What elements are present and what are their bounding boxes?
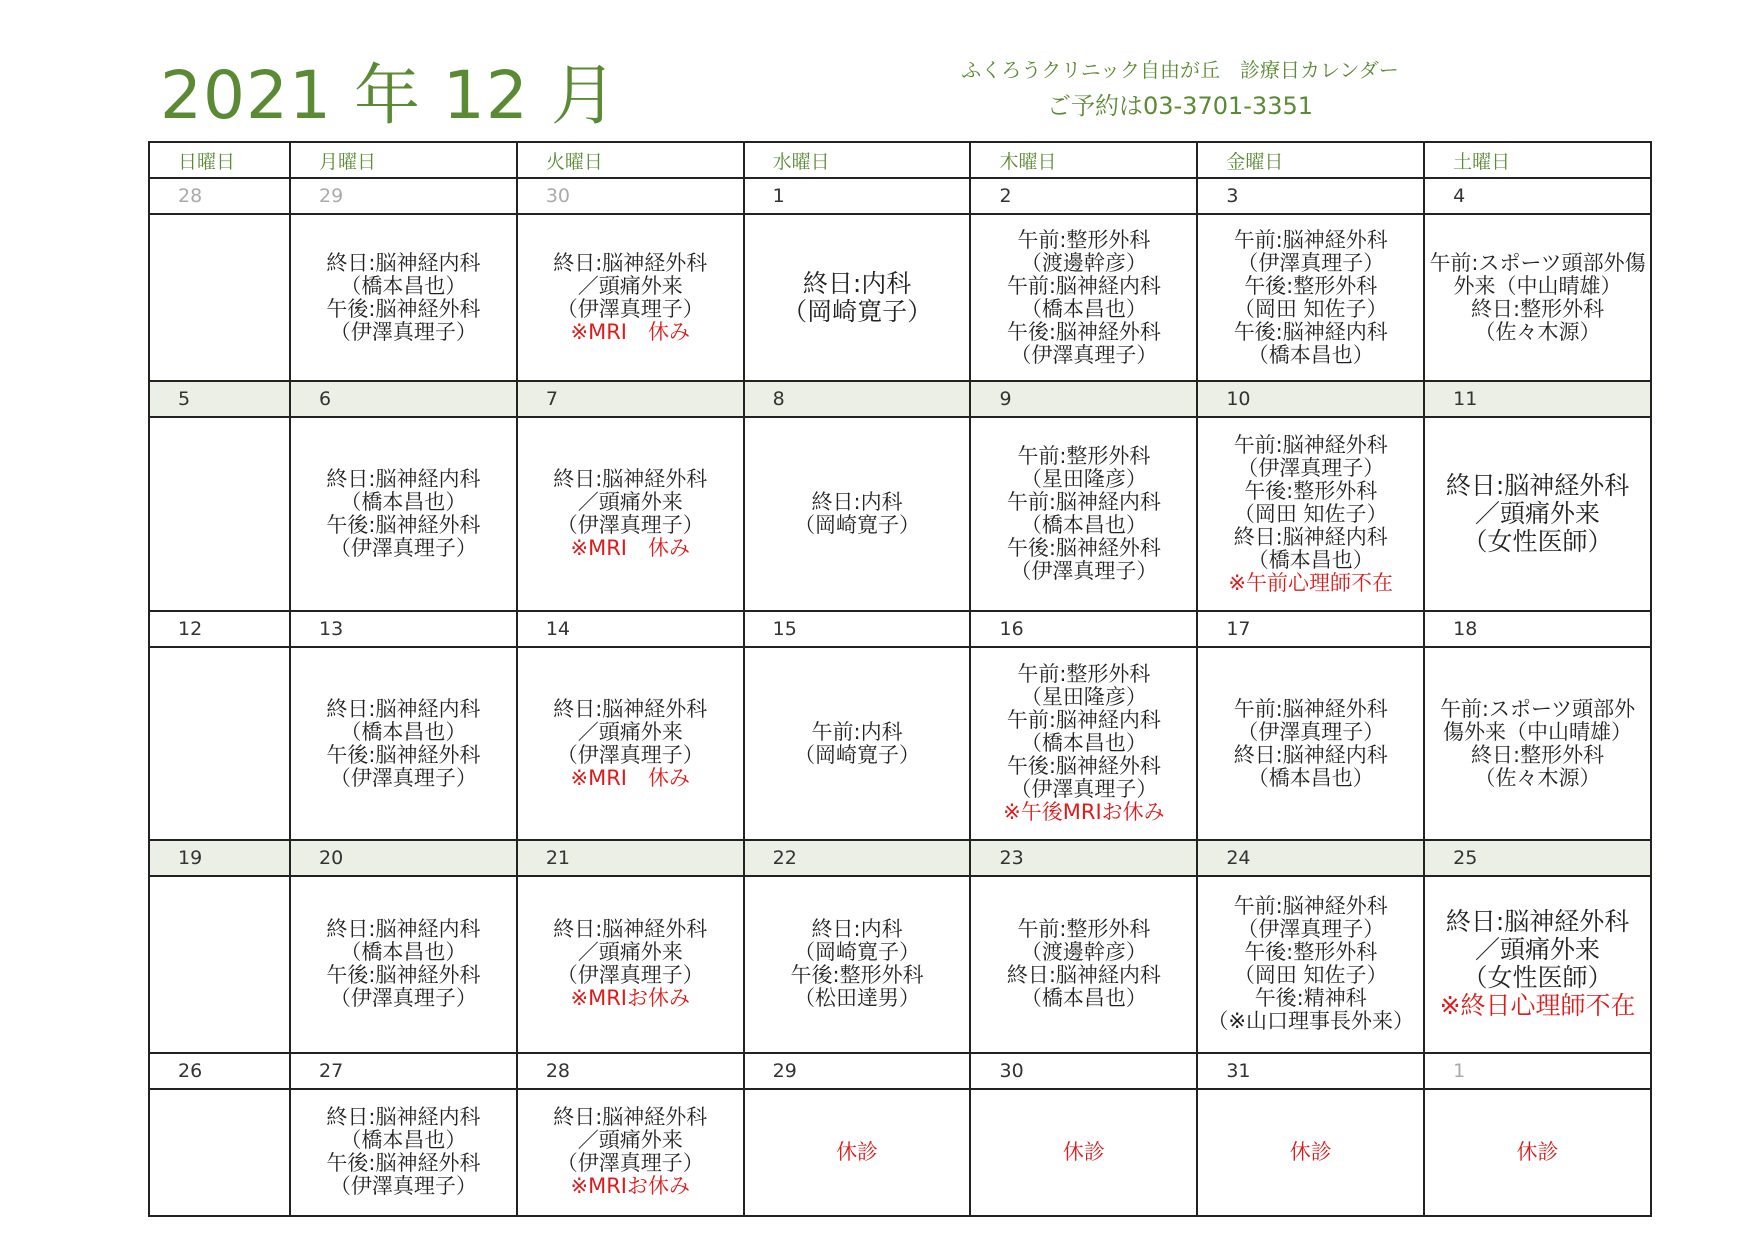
schedule-line: 午後:脳神経外科 bbox=[1006, 536, 1161, 561]
schedule-line: （橋本昌也） bbox=[340, 490, 467, 515]
schedule-line: （伊澤真理子） bbox=[329, 319, 477, 344]
schedule-cell bbox=[290, 1089, 517, 1216]
schedule-line: 午前:脳神経内科 bbox=[1006, 273, 1161, 298]
date-number: 29 bbox=[744, 1053, 971, 1089]
schedule-line: （女性医師） bbox=[1462, 963, 1613, 993]
schedule-line: （橋本昌也） bbox=[1020, 513, 1147, 538]
date-number: 3 bbox=[1197, 178, 1424, 214]
closed-label: 休診 bbox=[836, 1139, 879, 1164]
schedule-line: （伊澤真理子） bbox=[1237, 719, 1385, 744]
schedule-line: 午後:脳神経内科 bbox=[1233, 319, 1388, 344]
schedule-cell bbox=[1197, 214, 1424, 381]
schedule-line: 午後:精神科 bbox=[1254, 986, 1367, 1011]
schedule-line: 午後:脳神経外科 bbox=[1006, 319, 1161, 344]
schedule-line: 午前:整形外科 bbox=[1017, 227, 1151, 252]
schedule-cell bbox=[744, 417, 971, 610]
weekday-mon: 月曜日 bbox=[290, 142, 517, 178]
schedule-cell bbox=[970, 1089, 1197, 1216]
date-row bbox=[149, 840, 1651, 876]
date-number: 11 bbox=[1424, 381, 1651, 417]
date-number: 4 bbox=[1424, 178, 1651, 214]
date-number: 20 bbox=[290, 840, 517, 876]
schedule-cell bbox=[970, 417, 1197, 610]
date-number: 28 bbox=[149, 178, 290, 214]
schedule-line: ／頭痛外来 bbox=[1475, 935, 1601, 965]
schedule-line: ／頭痛外来 bbox=[577, 940, 683, 965]
schedule-line: （伊澤真理子） bbox=[1237, 455, 1385, 480]
schedule-cell bbox=[1424, 647, 1651, 840]
schedule-line: （橋本昌也） bbox=[340, 273, 467, 298]
schedule-cell bbox=[1424, 214, 1651, 381]
date-number: 1 bbox=[1424, 1053, 1651, 1089]
date-number: 22 bbox=[744, 840, 971, 876]
date-number: 26 bbox=[149, 1053, 290, 1089]
closed-label: 休診 bbox=[1062, 1139, 1105, 1164]
schedule-line: 午前:脳神経外科 bbox=[1233, 432, 1388, 457]
schedule-cell bbox=[290, 876, 517, 1052]
schedule-cell bbox=[149, 1089, 290, 1216]
schedule-line: （橋本昌也） bbox=[1020, 731, 1147, 756]
schedule-row bbox=[149, 417, 1651, 610]
schedule-line: （岡崎寛子） bbox=[794, 742, 921, 767]
schedule-line: 終日:整形外科 bbox=[1471, 296, 1605, 321]
schedule-cell bbox=[970, 214, 1197, 381]
weekday-header-row bbox=[149, 142, 1651, 178]
date-number: 15 bbox=[744, 611, 971, 647]
schedule-line: 終日:整形外科 bbox=[1471, 742, 1605, 767]
schedule-row bbox=[149, 1089, 1651, 1216]
notice-text: ※MRIお休み bbox=[570, 986, 690, 1011]
schedule-line: （岡崎寛子） bbox=[794, 940, 921, 965]
notice-text: ※午後MRIお休み bbox=[1003, 800, 1165, 825]
notice-text: ※MRI 休み bbox=[570, 536, 690, 561]
schedule-line: （伊澤真理子） bbox=[329, 765, 477, 790]
schedule-cell bbox=[149, 214, 290, 381]
date-number: 19 bbox=[149, 840, 290, 876]
schedule-row bbox=[149, 647, 1651, 840]
schedule-line: 午前:整形外科 bbox=[1017, 917, 1151, 942]
notice-text: ※MRIお休み bbox=[570, 1174, 690, 1199]
schedule-cell bbox=[744, 647, 971, 840]
weekday-tue: 火曜日 bbox=[517, 142, 744, 178]
date-number: 30 bbox=[970, 1053, 1197, 1089]
schedule-cell bbox=[1197, 417, 1424, 610]
date-number: 24 bbox=[1197, 840, 1424, 876]
schedule-line: （伊澤真理子） bbox=[556, 742, 704, 767]
schedule-line: （伊澤真理子） bbox=[1237, 917, 1385, 942]
schedule-line: 終日:脳神経内科 bbox=[326, 250, 481, 275]
schedule-line: （岡崎寛子） bbox=[782, 296, 933, 326]
schedule-line: 午前:脳神経内科 bbox=[1006, 708, 1161, 733]
schedule-line: （松田達男） bbox=[794, 986, 921, 1011]
schedule-line: 午前:内科 bbox=[811, 719, 903, 744]
schedule-line: （伊澤真理子） bbox=[556, 296, 704, 321]
schedule-line: 終日:内科 bbox=[802, 268, 912, 298]
schedule-cell bbox=[290, 417, 517, 610]
schedule-line: （橋本昌也） bbox=[1247, 765, 1374, 790]
schedule-line: 終日:脳神経内科 bbox=[1233, 742, 1388, 767]
schedule-cell bbox=[517, 1089, 744, 1216]
calendar-title: 2021 年 12 月 bbox=[160, 57, 618, 134]
schedule-cell bbox=[1424, 876, 1651, 1052]
schedule-line: （渡邊幹彦） bbox=[1020, 250, 1147, 275]
weekday-sat: 土曜日 bbox=[1424, 142, 1651, 178]
schedule-line: （渡邊幹彦） bbox=[1020, 940, 1147, 965]
schedule-line: （伊澤真理子） bbox=[1237, 250, 1385, 275]
clinic-name: ふくろうクリニック自由が丘 診療日カレンダー bbox=[961, 58, 1399, 82]
weekday-wed: 水曜日 bbox=[744, 142, 971, 178]
schedule-line: 終日:脳神経内科 bbox=[1006, 963, 1161, 988]
date-number: 1 bbox=[744, 178, 971, 214]
schedule-line: （岡田 知佐子） bbox=[1233, 963, 1388, 988]
schedule-line: （橋本昌也） bbox=[1020, 296, 1147, 321]
notice-text: ※午前心理師不在 bbox=[1228, 570, 1394, 595]
schedule-line: ／頭痛外来 bbox=[577, 273, 683, 298]
date-number: 9 bbox=[970, 381, 1197, 417]
date-number: 5 bbox=[149, 381, 290, 417]
schedule-line: 傷外来（中山晴雄） bbox=[1443, 719, 1633, 744]
date-number: 28 bbox=[517, 1053, 744, 1089]
schedule-line: （伊澤真理子） bbox=[556, 963, 704, 988]
schedule-line: 終日:脳神経外科 bbox=[1445, 907, 1630, 937]
schedule-line: 午前:脳神経内科 bbox=[1006, 490, 1161, 515]
schedule-line: （橋本昌也） bbox=[1247, 342, 1374, 367]
schedule-line: 終日:脳神経外科 bbox=[553, 917, 708, 942]
schedule-line: 午後:脳神経外科 bbox=[326, 963, 481, 988]
schedule-line: ／頭痛外来 bbox=[577, 719, 683, 744]
date-number: 31 bbox=[1197, 1053, 1424, 1089]
date-number: 16 bbox=[970, 611, 1197, 647]
schedule-line: （佐々木源） bbox=[1474, 765, 1601, 790]
schedule-cell bbox=[149, 876, 290, 1052]
schedule-cell bbox=[517, 647, 744, 840]
schedule-cell bbox=[970, 647, 1197, 840]
notice-text: ※終日心理師不在 bbox=[1439, 991, 1636, 1021]
schedule-line: 午後:整形外科 bbox=[790, 963, 924, 988]
schedule-line: 午後:脳神経外科 bbox=[1006, 754, 1161, 779]
schedule-line: （伊澤真理子） bbox=[1010, 342, 1158, 367]
date-number: 27 bbox=[290, 1053, 517, 1089]
date-number: 6 bbox=[290, 381, 517, 417]
schedule-line: 午前:スポーツ頭部外 bbox=[1439, 696, 1636, 721]
closed-label: 休診 bbox=[1516, 1139, 1559, 1164]
schedule-line: （伊澤真理子） bbox=[556, 513, 704, 538]
schedule-line: （伊澤真理子） bbox=[1010, 559, 1158, 584]
clinic-header bbox=[900, 52, 1460, 124]
schedule-line: （※山口理事長外来） bbox=[1207, 1009, 1415, 1034]
schedule-line: ／頭痛外来 bbox=[1475, 499, 1601, 529]
date-row bbox=[149, 1053, 1651, 1089]
schedule-line: （伊澤真理子） bbox=[329, 1174, 477, 1199]
schedule-line: （橋本昌也） bbox=[340, 940, 467, 965]
schedule-cell bbox=[149, 417, 290, 610]
schedule-cell bbox=[290, 647, 517, 840]
calendar-grid bbox=[148, 141, 1652, 1217]
reservation-phone: ご予約は03-3701-3351 bbox=[1046, 92, 1313, 120]
date-number: 30 bbox=[517, 178, 744, 214]
date-number: 12 bbox=[149, 611, 290, 647]
date-number: 14 bbox=[517, 611, 744, 647]
schedule-line: （星田隆彦） bbox=[1020, 467, 1147, 492]
date-number: 21 bbox=[517, 840, 744, 876]
schedule-cell bbox=[744, 1089, 971, 1216]
schedule-line: 終日:脳神経内科 bbox=[326, 1105, 481, 1130]
date-number: 13 bbox=[290, 611, 517, 647]
schedule-cell bbox=[517, 876, 744, 1052]
schedule-line: 午後:脳神経外科 bbox=[326, 1151, 481, 1176]
schedule-cell bbox=[1197, 876, 1424, 1052]
schedule-cell bbox=[1197, 1089, 1424, 1216]
schedule-line: 午前:スポーツ頭部外傷 bbox=[1429, 250, 1646, 275]
schedule-line: （女性医師） bbox=[1462, 527, 1613, 557]
schedule-line: 午前:脳神経外科 bbox=[1233, 227, 1388, 252]
schedule-line: （岡田 知佐子） bbox=[1233, 296, 1388, 321]
schedule-line: 終日:脳神経内科 bbox=[326, 696, 481, 721]
date-number: 7 bbox=[517, 381, 744, 417]
schedule-line: （佐々木源） bbox=[1474, 319, 1601, 344]
date-row bbox=[149, 178, 1651, 214]
schedule-line: 外来（中山晴雄） bbox=[1453, 273, 1622, 298]
schedule-line: 午後:整形外科 bbox=[1244, 478, 1378, 503]
date-number: 10 bbox=[1197, 381, 1424, 417]
notice-text: ※MRI 休み bbox=[570, 765, 690, 790]
schedule-line: （伊澤真理子） bbox=[329, 536, 477, 561]
schedule-line: （伊澤真理子） bbox=[556, 1151, 704, 1176]
schedule-row bbox=[149, 214, 1651, 381]
schedule-line: 午前:整形外科 bbox=[1017, 444, 1151, 469]
schedule-line: 終日:脳神経外科 bbox=[1445, 471, 1630, 501]
schedule-line: 午後:整形外科 bbox=[1244, 940, 1378, 965]
schedule-line: ／頭痛外来 bbox=[577, 490, 683, 515]
date-number: 25 bbox=[1424, 840, 1651, 876]
schedule-cell bbox=[517, 417, 744, 610]
schedule-line: 午前:脳神経外科 bbox=[1233, 894, 1388, 919]
schedule-cell bbox=[290, 214, 517, 381]
date-row bbox=[149, 611, 1651, 647]
schedule-line: （伊澤真理子） bbox=[1010, 777, 1158, 802]
notice-text: ※MRI 休み bbox=[570, 319, 690, 344]
date-number: 18 bbox=[1424, 611, 1651, 647]
schedule-line: 終日:内科 bbox=[811, 490, 903, 515]
schedule-cell bbox=[517, 214, 744, 381]
schedule-line: （星田隆彦） bbox=[1020, 685, 1147, 710]
schedule-cell bbox=[744, 214, 971, 381]
schedule-line: （岡田 知佐子） bbox=[1233, 501, 1388, 526]
schedule-cell bbox=[970, 876, 1197, 1052]
schedule-line: 午後:脳神経外科 bbox=[326, 742, 481, 767]
schedule-line: 午後:整形外科 bbox=[1244, 273, 1378, 298]
closed-label: 休診 bbox=[1289, 1139, 1332, 1164]
date-row bbox=[149, 381, 1651, 417]
date-number: 8 bbox=[744, 381, 971, 417]
date-number: 2 bbox=[970, 178, 1197, 214]
schedule-line: 午後:脳神経外科 bbox=[326, 296, 481, 321]
schedule-line: 終日:内科 bbox=[811, 917, 903, 942]
weekday-fri: 金曜日 bbox=[1197, 142, 1424, 178]
schedule-line: （伊澤真理子） bbox=[329, 986, 477, 1011]
schedule-cell bbox=[1424, 417, 1651, 610]
schedule-row bbox=[149, 876, 1651, 1052]
schedule-cell bbox=[149, 647, 290, 840]
weekday-thu: 木曜日 bbox=[970, 142, 1197, 178]
schedule-line: 終日:脳神経内科 bbox=[326, 467, 481, 492]
schedule-line: 午後:脳神経外科 bbox=[326, 513, 481, 538]
schedule-line: 終日:脳神経外科 bbox=[553, 696, 708, 721]
schedule-line: 午前:整形外科 bbox=[1017, 662, 1151, 687]
date-number: 17 bbox=[1197, 611, 1424, 647]
schedule-line: 終日:脳神経内科 bbox=[1233, 524, 1388, 549]
schedule-line: （岡崎寛子） bbox=[794, 513, 921, 538]
schedule-line: （橋本昌也） bbox=[340, 1128, 467, 1153]
schedule-cell bbox=[744, 876, 971, 1052]
schedule-line: 終日:脳神経外科 bbox=[553, 467, 708, 492]
schedule-line: 午前:脳神経外科 bbox=[1233, 696, 1388, 721]
schedule-line: 終日:脳神経外科 bbox=[553, 1105, 708, 1130]
schedule-line: 終日:脳神経内科 bbox=[326, 917, 481, 942]
schedule-line: （橋本昌也） bbox=[1020, 986, 1147, 1011]
date-number: 29 bbox=[290, 178, 517, 214]
weekday-sun: 日曜日 bbox=[149, 142, 290, 178]
schedule-line: ／頭痛外来 bbox=[577, 1128, 683, 1153]
schedule-cell bbox=[1424, 1089, 1651, 1216]
schedule-line: 終日:脳神経外科 bbox=[553, 250, 708, 275]
schedule-line: （橋本昌也） bbox=[1247, 547, 1374, 572]
date-number: 23 bbox=[970, 840, 1197, 876]
schedule-line: （橋本昌也） bbox=[340, 719, 467, 744]
schedule-cell bbox=[1197, 647, 1424, 840]
